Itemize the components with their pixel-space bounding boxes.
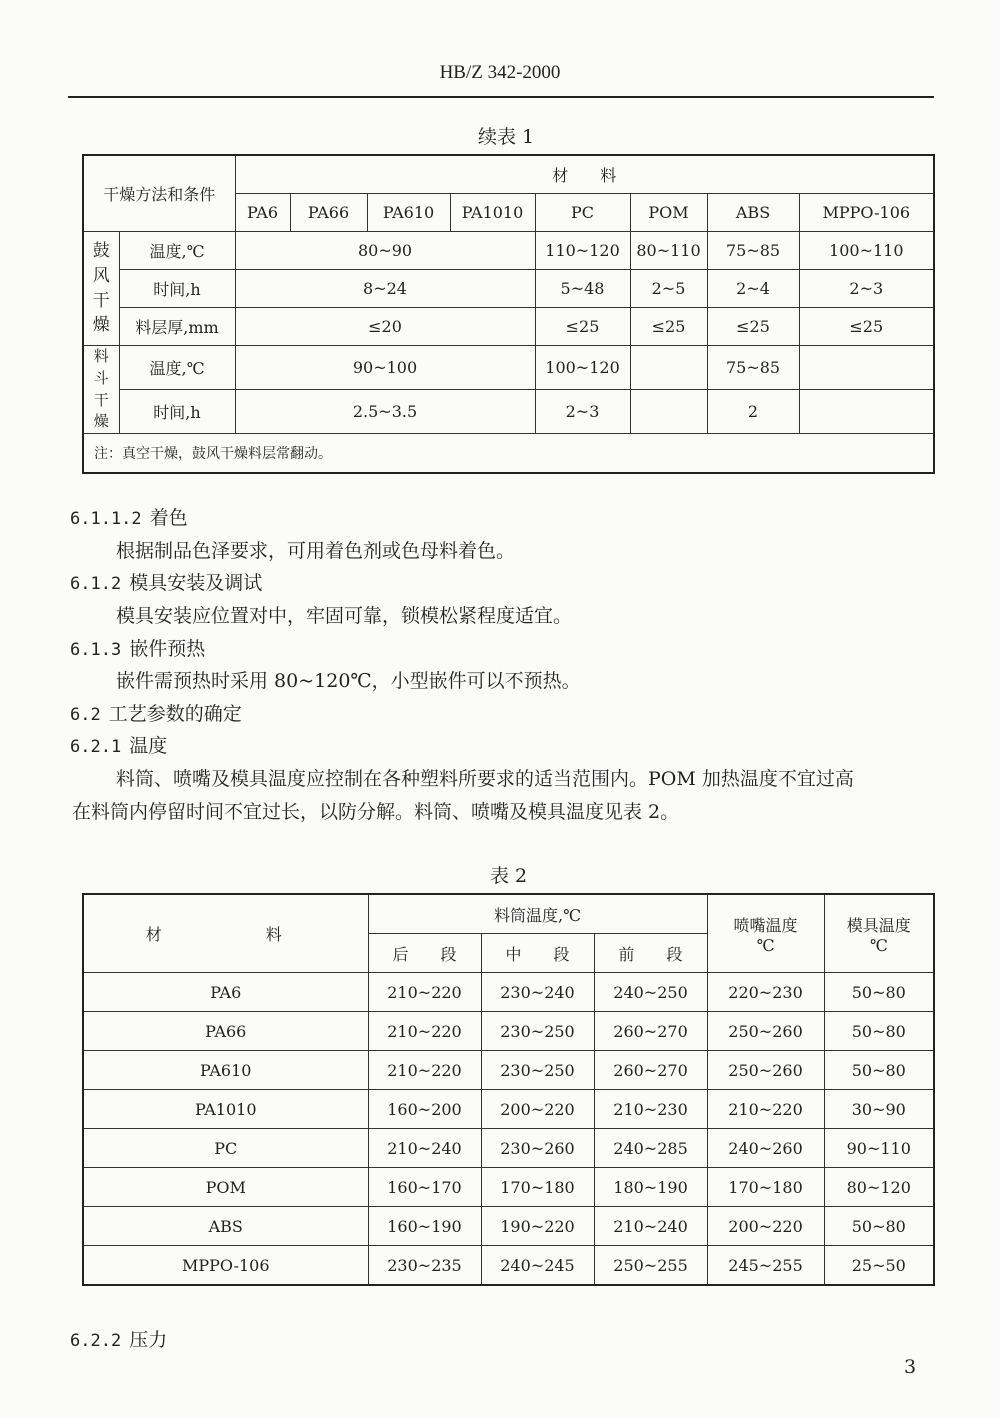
table-cell: 210~240 [368,1129,481,1168]
table-cell: 260~270 [594,1012,707,1051]
table-cell: 210~220 [368,973,481,1012]
material-name: ABS [83,1207,368,1246]
table-cell: 210~220 [368,1012,481,1051]
paragraph: 模具安装应位置对中，牢固可靠，锁模松紧程度适宜。 [116,605,573,627]
table-row [83,1012,934,1051]
table-cell: 240~285 [594,1129,707,1168]
table-cell: 245~255 [707,1246,824,1286]
table-cell: 160~190 [368,1207,481,1246]
barrel-temp-header: 料筒温度,℃ [368,894,707,934]
material-pa66: PA66 [290,194,367,232]
table-row [83,1168,934,1207]
paragraph: 根据制品色泽要求，可用着色剂或色母料着色。 [116,540,516,562]
material-pa610: PA610 [367,194,450,232]
material-header: 材 料 [83,894,368,973]
group-hopper-drying: 料 斗 干 燥 [83,346,119,434]
table-cell: 220~230 [707,973,824,1012]
paragraph: 料筒、喷嘴及模具温度应控制在各种塑料所要求的适当范围内。POM 加热温度不宜过高 [116,768,854,790]
material-name: MPPO-106 [83,1246,368,1286]
nozzle-temp-header: 喷嘴温度 ℃ [707,894,824,973]
material-name: PA1010 [83,1090,368,1129]
table-cell: 250~260 [707,1012,824,1051]
table1-note: 注：真空干燥，鼓风干燥料层常翻动。 [83,434,934,474]
table-cell: 75~85 [707,232,799,270]
table2-temperatures [82,893,935,1286]
rear-section-header: 后 段 [368,934,481,973]
table-cell: 200~220 [707,1207,824,1246]
table-cell: 2.5~3.5 [235,390,535,434]
material-pa6: PA6 [235,194,290,232]
table-cell: 100~120 [535,346,630,390]
section-heading: 6.1.2 模具安装及调试 [70,572,263,594]
section-heading: 6.1.3 嵌件预热 [70,638,206,660]
front-section-header: 前 段 [594,934,707,973]
section-heading: 6.1.1.2 着色 [70,507,188,529]
table-cell: 110~120 [535,232,630,270]
table-row [83,973,934,1012]
table-row [83,1051,934,1090]
table-cell [630,346,707,390]
table1-corner-header: 干燥方法和条件 [83,155,235,232]
table-cell: 210~220 [707,1090,824,1129]
table-cell: ≤25 [707,308,799,346]
table-cell: 170~180 [707,1168,824,1207]
table-cell: 250~260 [707,1051,824,1090]
table-cell: 50~80 [824,973,934,1012]
table-cell: 2~3 [535,390,630,434]
table-cell: 2~5 [630,270,707,308]
table-cell: 160~170 [368,1168,481,1207]
table-cell: 210~220 [368,1051,481,1090]
material-name: PC [83,1129,368,1168]
material-abs: ABS [707,194,799,232]
table-cell: ≤25 [799,308,934,346]
header-rule [68,96,934,98]
table-cell: 230~250 [481,1051,594,1090]
table2-caption: 表 2 [490,865,528,887]
table-row [83,1207,934,1246]
table-cell: 50~80 [824,1207,934,1246]
table-row [83,1246,934,1286]
table-cell: 260~270 [594,1051,707,1090]
table-cell [799,346,934,390]
table-cell: 80~120 [824,1168,934,1207]
table-row [83,1129,934,1168]
table-cell: 50~80 [824,1051,934,1090]
table-cell: 2~4 [707,270,799,308]
material-name: PA610 [83,1051,368,1090]
table-cell: 25~50 [824,1246,934,1286]
table-cell: 230~260 [481,1129,594,1168]
material-pom: POM [630,194,707,232]
mold-temp-header: 模具温度 ℃ [824,894,934,973]
table-cell: 250~255 [594,1246,707,1286]
row-label: 料层厚,mm [119,308,235,346]
material-mppo: MPPO-106 [799,194,934,232]
table-cell: 80~90 [235,232,535,270]
material-name: PA6 [83,973,368,1012]
table-cell: 200~220 [481,1090,594,1129]
table-cell: 170~180 [481,1168,594,1207]
table-row [83,1090,934,1129]
table1-caption: 续表 1 [478,126,535,148]
section-heading: 6.2 工艺参数的确定 [70,703,242,725]
table-cell: 2 [707,390,799,434]
section-heading: 6.2.2 压力 [70,1329,168,1351]
table-cell: 180~190 [594,1168,707,1207]
table1-drying-conditions [82,154,935,474]
table-cell: 8~24 [235,270,535,308]
table-cell: ≤25 [630,308,707,346]
table-cell: 90~110 [824,1129,934,1168]
table-cell: 190~220 [481,1207,594,1246]
table-cell [630,390,707,434]
row-label: 温度,℃ [119,232,235,270]
table-cell: 50~80 [824,1012,934,1051]
table-cell: 240~250 [594,973,707,1012]
table-cell: 2~3 [799,270,934,308]
table-cell: 240~260 [707,1129,824,1168]
material-name: PA66 [83,1012,368,1051]
material-name: POM [83,1168,368,1207]
table-cell: ≤20 [235,308,535,346]
row-label: 时间,h [119,270,235,308]
row-label: 温度,℃ [119,346,235,390]
group-blast-drying: 鼓 风 干 燥 [83,232,119,346]
table-cell: 75~85 [707,346,799,390]
table-cell: 230~240 [481,973,594,1012]
paragraph: 在料筒内停留时间不宜过长，以防分解。料筒、喷嘴及模具温度见表 2。 [72,801,680,823]
row-label: 时间,h [119,390,235,434]
table-cell: 5~48 [535,270,630,308]
table-cell: 100~110 [799,232,934,270]
table-cell: 230~235 [368,1246,481,1286]
document-code: HB/Z 342-2000 [439,62,561,83]
table-cell: 230~250 [481,1012,594,1051]
table-cell: 240~245 [481,1246,594,1286]
material-pc: PC [535,194,630,232]
material-pa1010: PA1010 [450,194,535,232]
table-cell: 90~100 [235,346,535,390]
section-heading: 6.2.1 温度 [70,735,168,757]
paragraph: 嵌件需预热时采用 80~120℃，小型嵌件可以不预热。 [116,670,581,692]
table1-material-header: 材 料 [235,155,934,194]
table-cell: 210~230 [594,1090,707,1129]
page-number: 3 [904,1356,917,1378]
table-cell [799,390,934,434]
table-cell: 30~90 [824,1090,934,1129]
table-cell: 80~110 [630,232,707,270]
table-cell: 210~240 [594,1207,707,1246]
table-cell: 160~200 [368,1090,481,1129]
middle-section-header: 中 段 [481,934,594,973]
table-cell: ≤25 [535,308,630,346]
